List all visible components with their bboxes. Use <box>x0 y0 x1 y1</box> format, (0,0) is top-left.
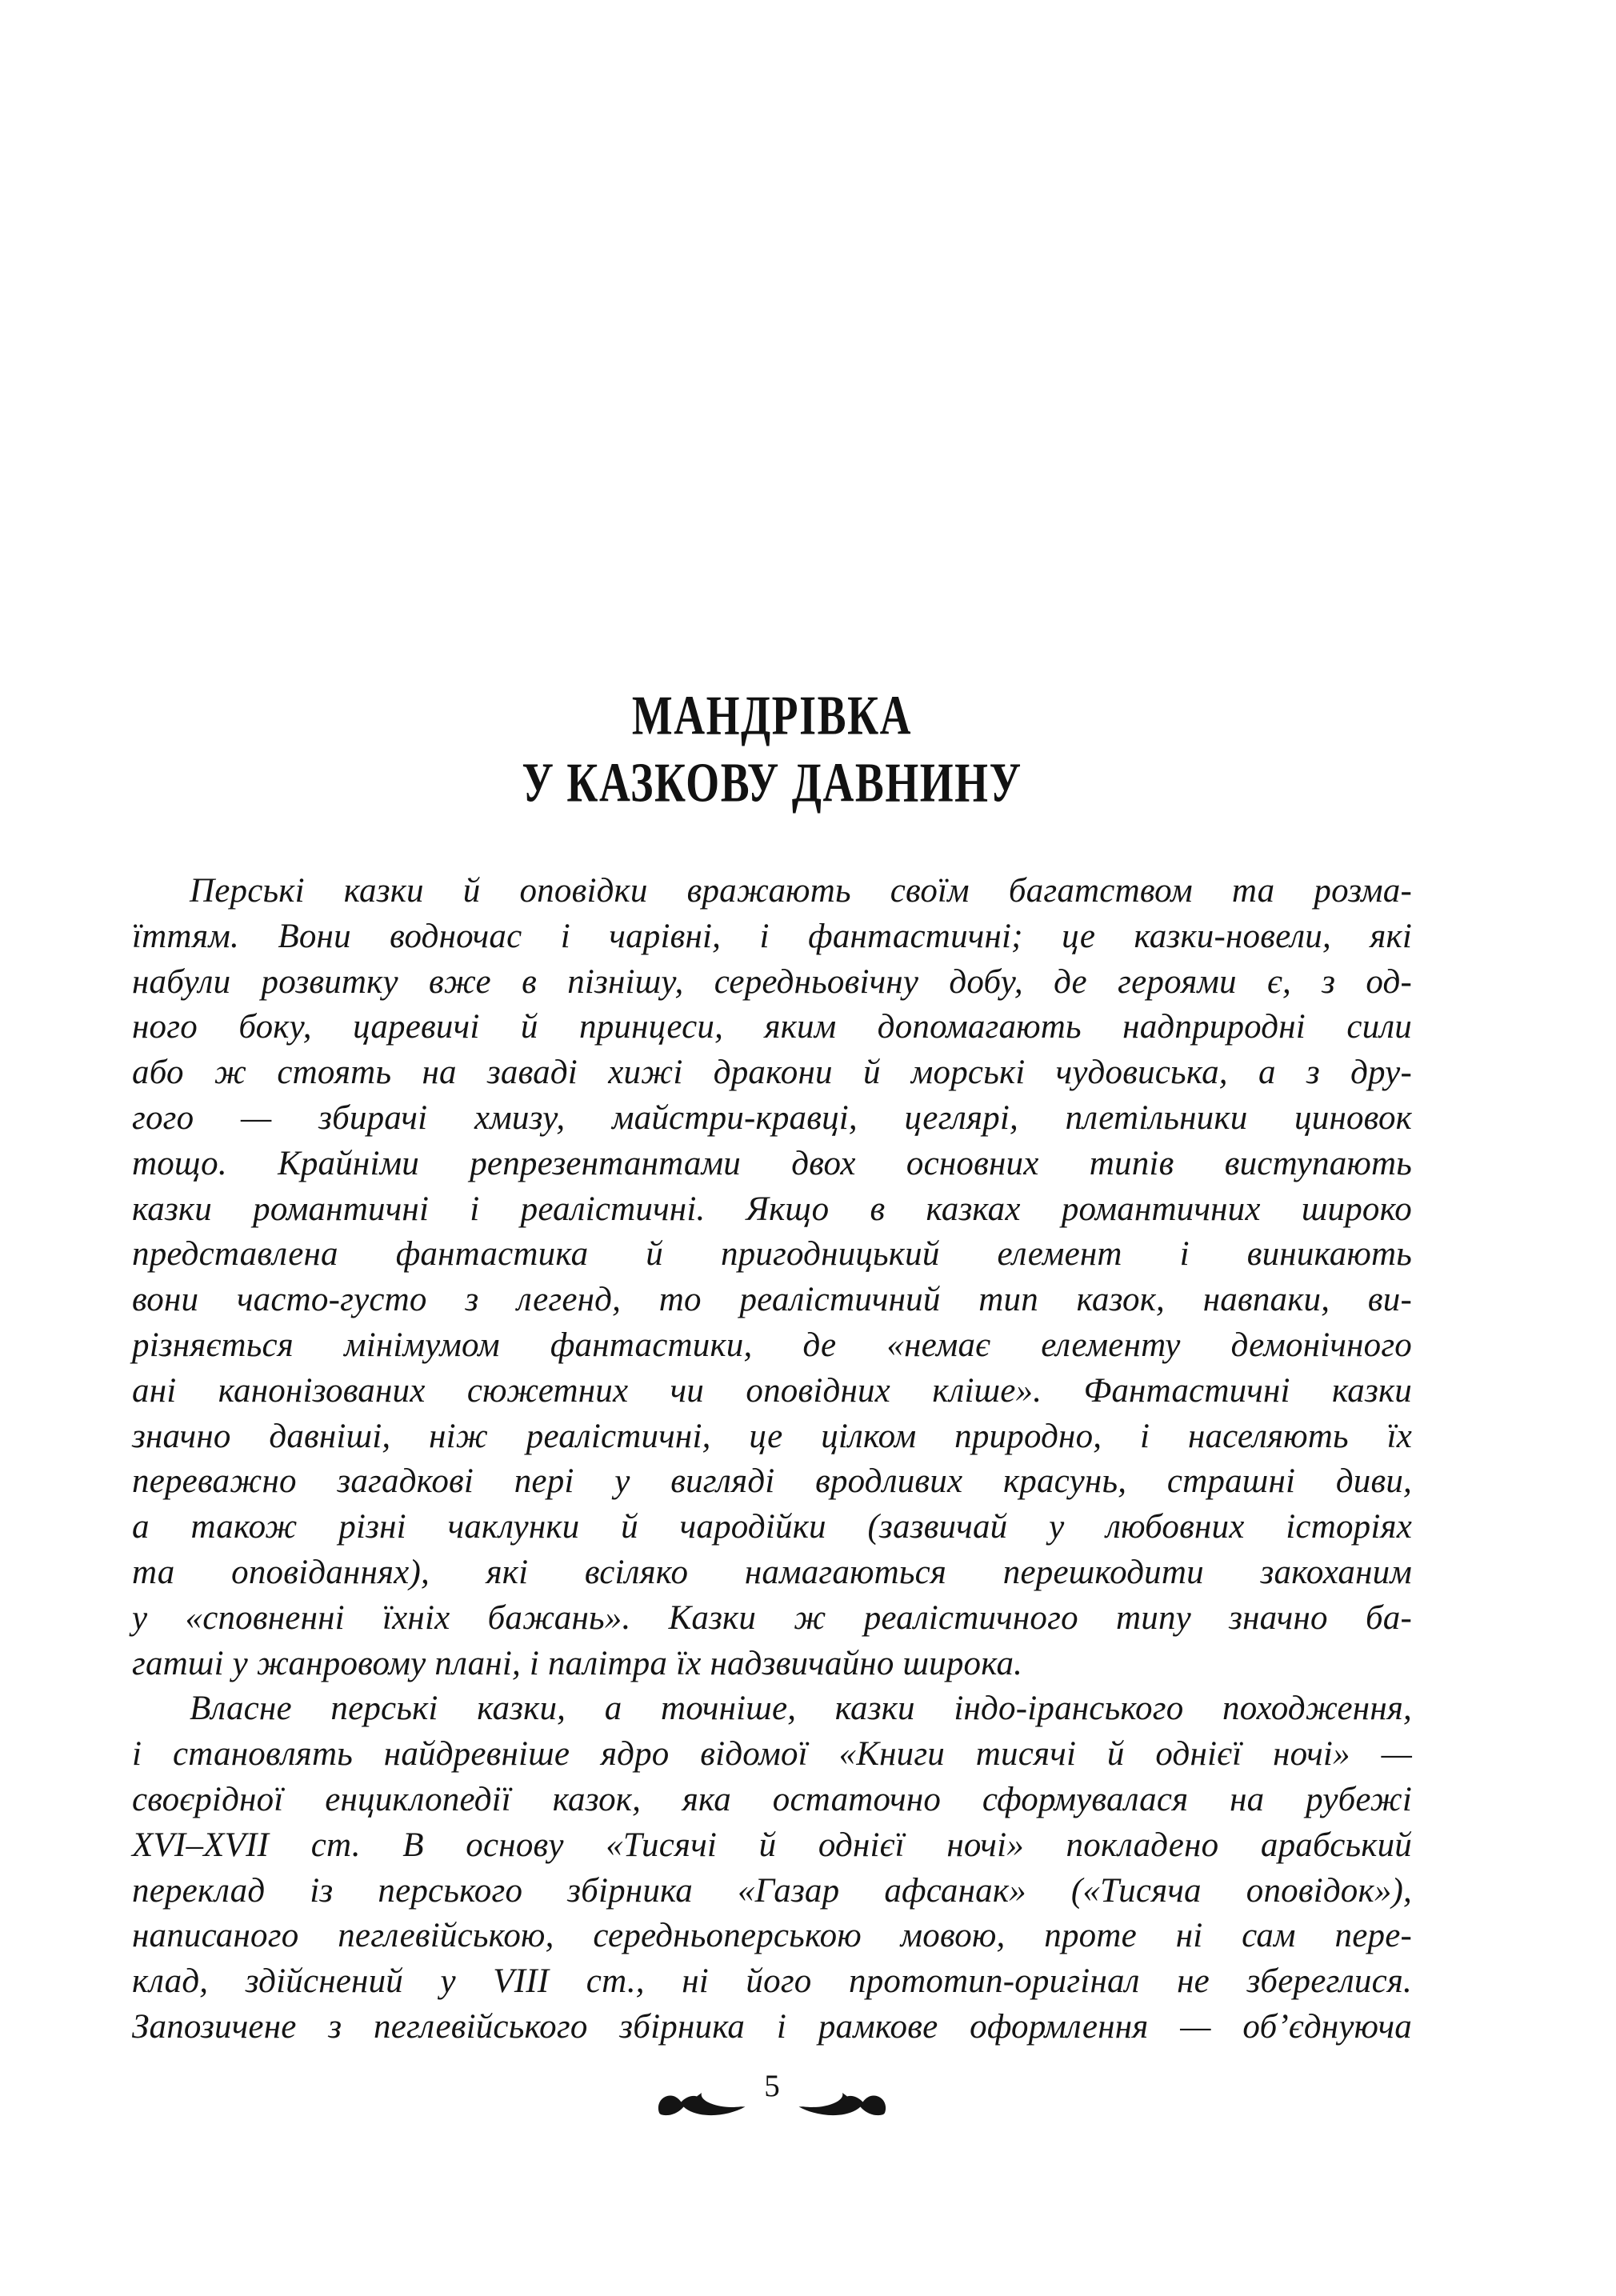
text-line: написаного пеглевійською, середньоперською мовою, проте ні сам пере- <box>132 1917 1412 1955</box>
chapter-title-line-1: МАНДРІВКА <box>631 684 913 746</box>
text-line: у «сповненні їхніх бажань». Казки ж реалістичного типу значно ба- <box>132 1598 1412 1637</box>
text-line: своєрідної енциклопедії казок, яка остаточно сформувалася на рубежі <box>132 1780 1412 1818</box>
chapter-title <box>132 682 1412 816</box>
text-line: Перські казки й оповідки вражають своїм багатством та розма- <box>190 872 1412 910</box>
text-line: ані канонізованих сюжетних чи оповідних кліше». Фантастичні казки <box>132 1371 1412 1410</box>
text-line: казки романтичні і реалістичні. Якщо в казках романтичних широко <box>132 1190 1412 1228</box>
text-line: гого — збирачі хмизу, майстри-кравці, цеглярі, плетільники циновок <box>132 1098 1412 1137</box>
text-line: переважно загадкові пері у вигляді вродливих красунь, страшні диви, <box>132 1462 1412 1501</box>
text-line: їттям. Вони водночас і чарівні, і фантастичні; це казки-новели, які <box>132 917 1412 955</box>
body-text <box>132 869 1412 2050</box>
chapter-title-line-2: У КАЗКОВУ ДАВНИНУ <box>522 751 1022 814</box>
text-line: вони часто-густо з легенд, то реалістичний тип казок, навпаки, ви- <box>132 1281 1412 1319</box>
swash-right-icon <box>798 2091 887 2118</box>
text-line: переклад із перського збірника «Газар афсанак» («Тисяча оповідок»), <box>132 1871 1412 1910</box>
swash-left-icon <box>657 2091 746 2118</box>
text-line: Власне перські казки, а точніше, казки індо-іранського походження, <box>190 1690 1412 1728</box>
text-line: тощо. Крайніми репрезентантами двох основних типів виступають <box>132 1144 1412 1182</box>
text-line: значно давніші, ніж реалістичні, це цілком природно, і населяють їх <box>132 1417 1412 1455</box>
text-line: різняється мінімумом фантастики, де «немає елементу демонічного <box>132 1326 1412 1364</box>
text-line: Запозичене з пеглевійського збірника і рамкове оформлення — об’єднуюча <box>132 2007 1412 2046</box>
text-line: та оповіданнях), які всіляко намагаються перешкодити закоханим <box>132 1553 1412 1591</box>
page-footer <box>132 2069 1412 2118</box>
text-line: і становлять найдревніше ядро відомої «Книги тисячі й однієї ночі» — <box>132 1735 1412 1774</box>
text-line: гатші у жанровому плані, і палітра їх надзвичайно широка. <box>132 1644 1023 1682</box>
text-line: клад, здійснений у VIII ст., ні його прототип-оригінал не збереглися. <box>132 1962 1412 2001</box>
text-line: або ж стоять на заваді хижі дракони й морські чудовиська, а з дру- <box>132 1054 1412 1092</box>
text-line: а також різні чаклунки й чародійки (зазвичай у любовних історіях <box>132 1508 1412 1546</box>
text-line: набули розвитку вже в пізнішу, середньовічну добу, де героями є, з од- <box>132 962 1412 1001</box>
page-number: 5 <box>764 2069 780 2103</box>
text-line: представлена фантастика й пригодницький елемент і виникають <box>132 1235 1412 1274</box>
text-line: ного боку, царевичі й принцеси, яким допомагають надприродні сили <box>132 1008 1412 1046</box>
text-line: XVI–XVII ст. В основу «Тисячі й однієї ночі» покладено арабський <box>132 1826 1412 1864</box>
